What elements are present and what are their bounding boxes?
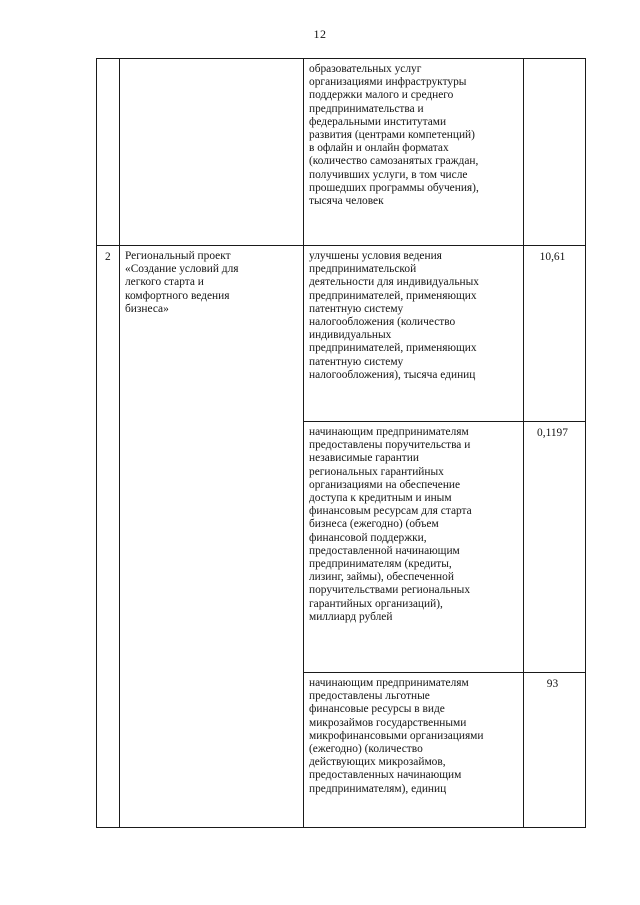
value-cell: 0,1197	[524, 422, 586, 673]
project-name-cell: Региональный проект «Создание условий для легкого старта и комфортного ведения бизнеса»	[120, 246, 304, 828]
project-name-cell	[120, 59, 304, 246]
row-number-cell	[97, 59, 120, 246]
value-cell: 93	[524, 673, 586, 828]
table-row	[97, 59, 586, 246]
projects-table	[96, 58, 586, 828]
indicator-cell: начинающим предпринимателям предоставлены поручительства и независимые гарантии региональных гарантийных организациями на обеспечение доступа к кредитным и иным финансовым ресурсам для старта бизнеса (ежегодно) (объем финансовой поддержки, предоставленной начинающим предпринимателям (кредиты, лизинг, займы), обеспеченной поручительствами региональных гарантийных организаций), миллиард рублей	[304, 422, 524, 673]
page-number: 12	[313, 27, 327, 41]
indicator-cell: начинающим предпринимателям предоставлены льготные финансовые ресурсы в виде микрозаймов государственными микрофинансовыми организациями (ежегодно) (количество действующих микрозаймов, предоставленных начинающим предпринимателям), единиц	[304, 673, 524, 828]
row-number-cell: 2	[97, 246, 120, 828]
indicator-cell: образовательных услуг организациями инфраструктуры поддержки малого и среднего предпринимательства и федеральными институтами развития (центрами компетенций) в офлайн и онлайн форматах (количество самозанятых граждан, получивших услуги, в том числе прошедших программы обучения), тысяча человек	[304, 59, 524, 246]
indicator-cell: улучшены условия ведения предпринимательской деятельности для индивидуальных предпринимателей, применяющих патентную систему налогообложения (количество индивидуальных предпринимателей, применяющих патентную систему налогообложения), тысяча единиц	[304, 246, 524, 422]
value-cell: 10,61	[524, 246, 586, 422]
value-cell	[524, 59, 586, 246]
table-row	[97, 246, 586, 422]
